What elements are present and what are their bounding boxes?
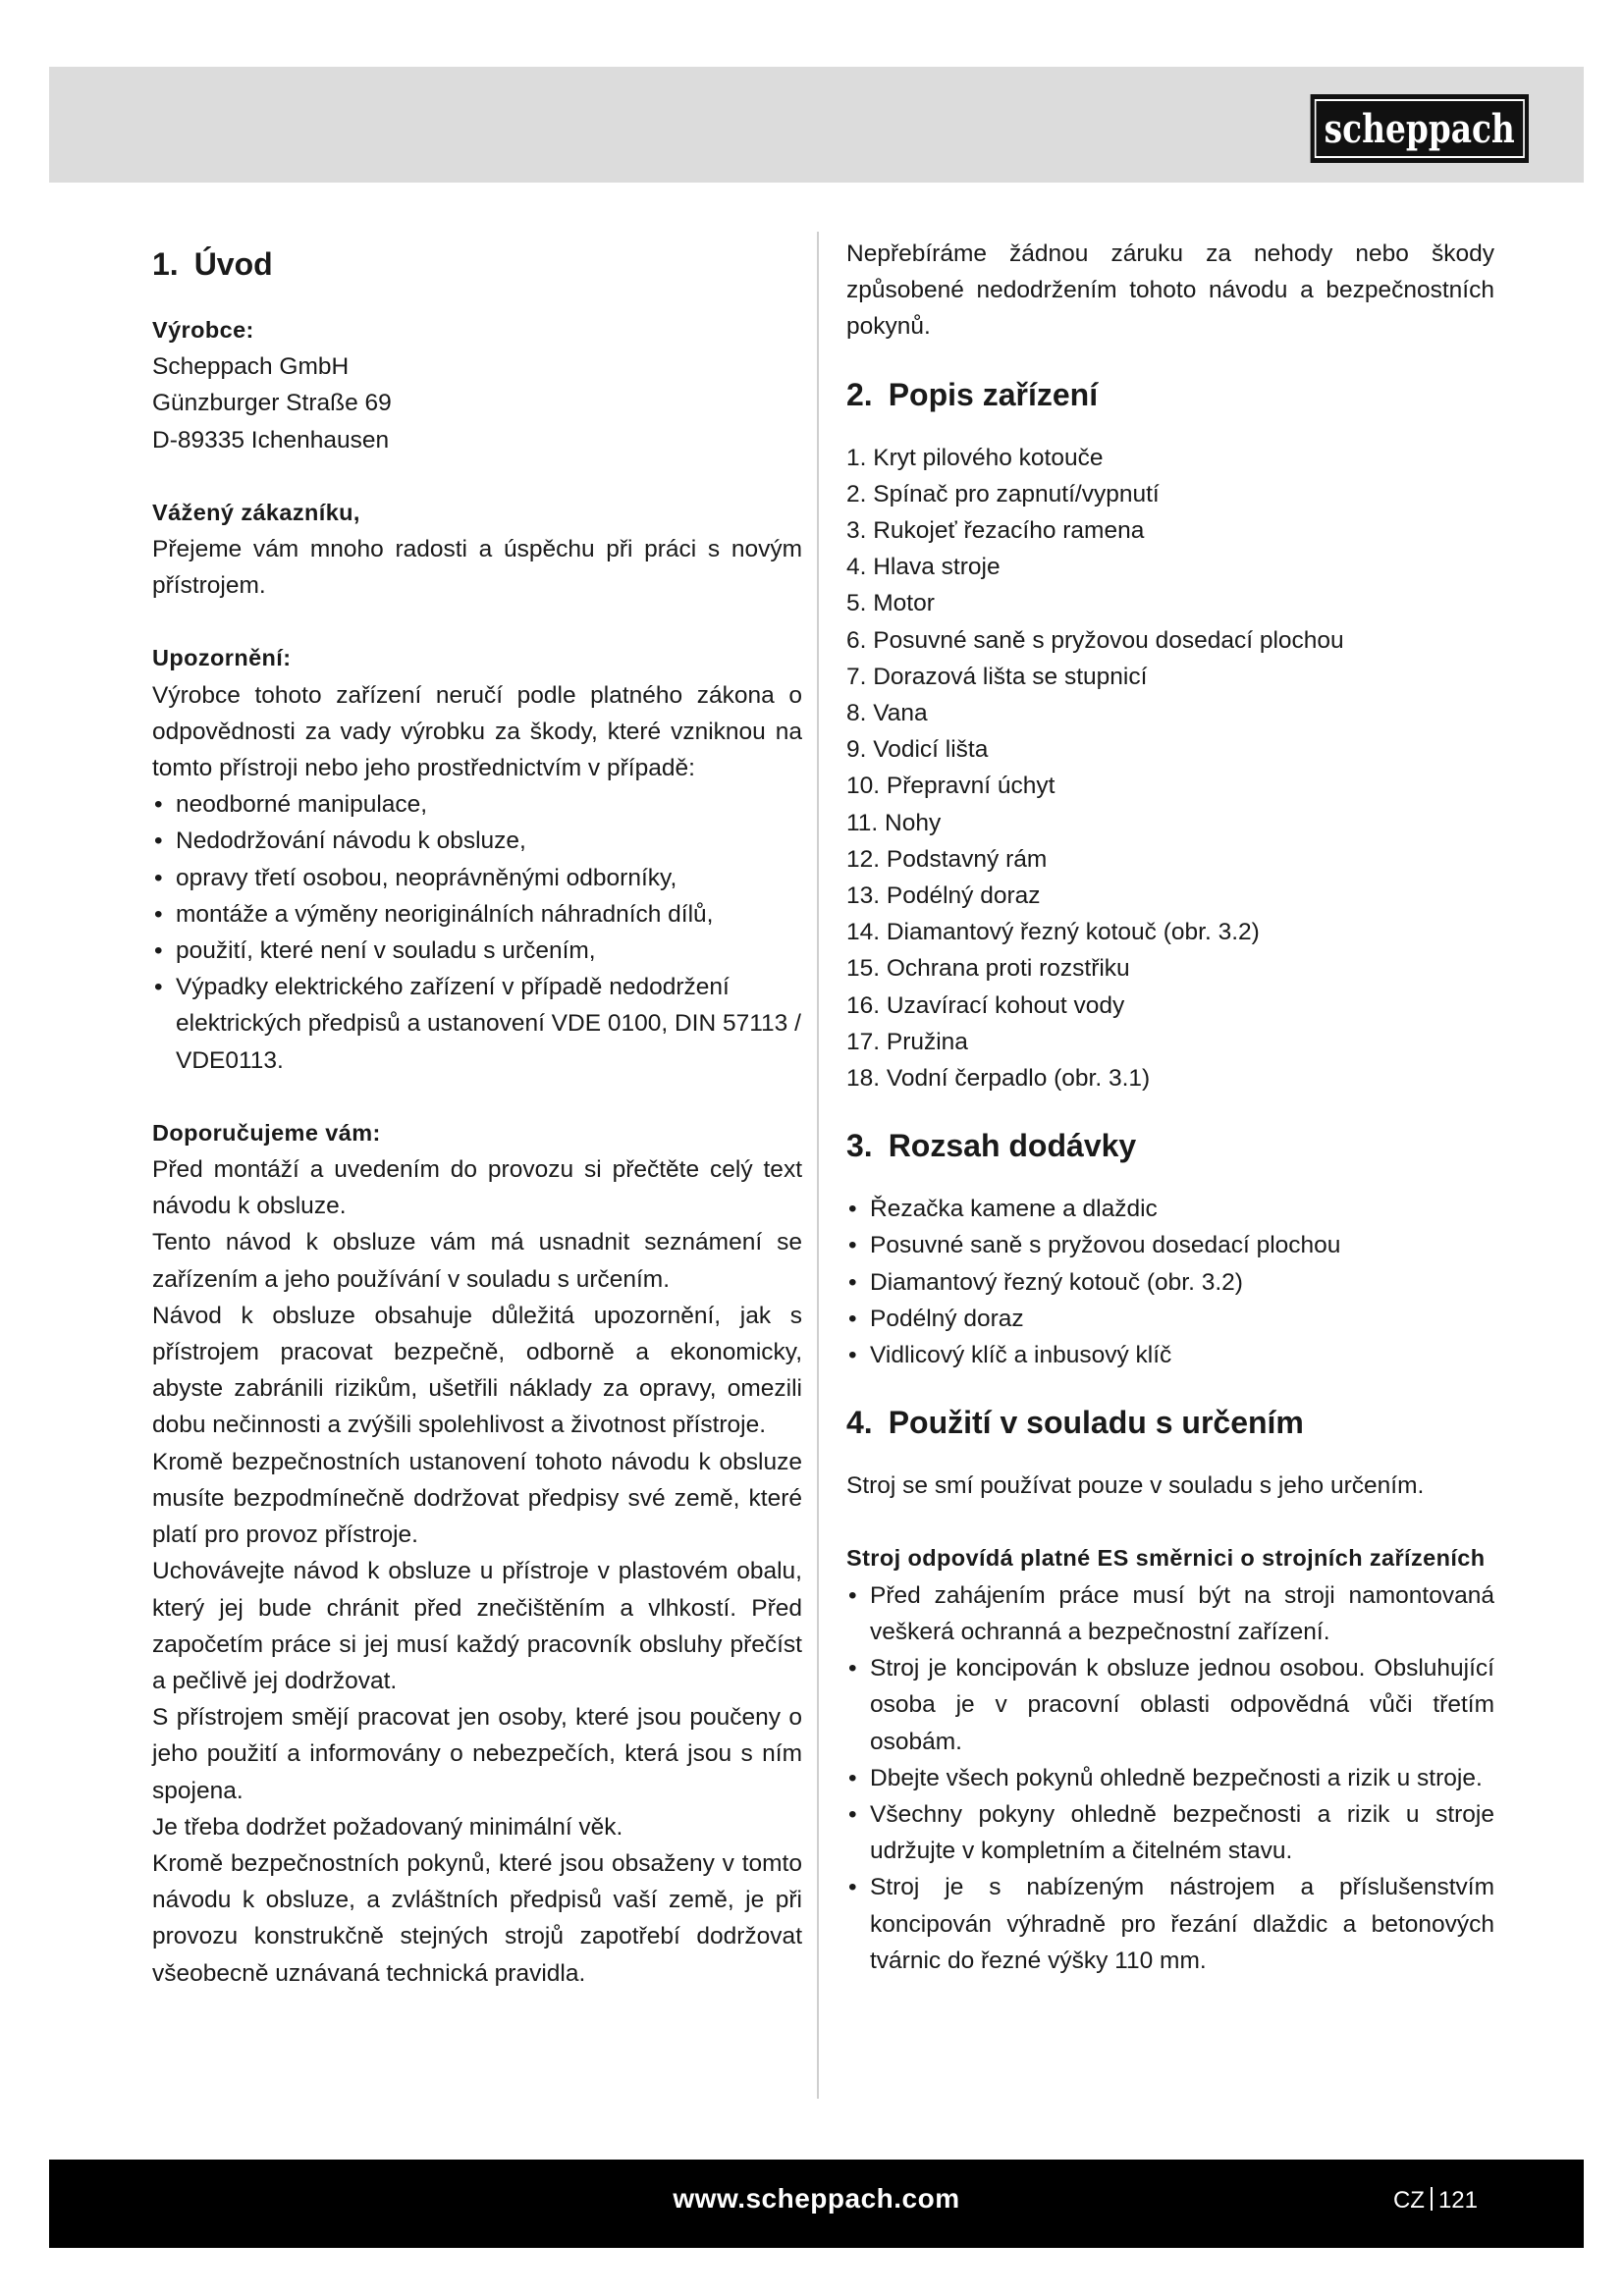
- list-item: 4. Hlava stroje: [846, 554, 1001, 581]
- recommend-paragraph: Kromě bezpečnostních ustanovení tohoto návodu k obsluze musíte bezpodmínečně dodržovat předpisy své země, které platí pro provoz přístroje.: [152, 1448, 802, 1549]
- recommend-paragraph: Uchovávejte návod k obsluze u přístroje v plastovém obalu, který jej bude chránit před znečištěním a vlhkostí. Před započetím práce si jej musí každý pracovník obsluhy přečíst a pečlivě jej dodržovat.: [152, 1558, 802, 1694]
- list-item: • Řezačka kamene a dlaždic: [846, 1191, 1494, 1227]
- manufacturer-street: Günzburger Straße 69: [152, 390, 392, 417]
- list-item: • Dbejte všech pokynů ohledně bezpečnosti a rizik u stroje.: [846, 1760, 1494, 1796]
- directive-label: Stroj odpovídá platné ES směrnici o strojních zařízeních: [846, 1545, 1486, 1572]
- section-3-heading: 3. Rozsah dodávky: [846, 1128, 1137, 1164]
- scheppach-logo: scheppach: [1311, 94, 1529, 163]
- recommend-paragraph: Návod k obsluze obsahuje důležitá upozornění, jak s přístrojem pracovat bezpečně, odborně a ekonomicky, abyste zabránili rizikům, ušetřili náklady za opravy, omezili dobu nečinnosti a zvýšili spolehlivost a životnost přístroje.: [152, 1302, 802, 1439]
- list-item: 18. Vodní čerpadlo (obr. 3.1): [846, 1065, 1151, 1093]
- list-item: 14. Diamantový řezný kotouč (obr. 3.2): [846, 919, 1260, 946]
- notice-list: [152, 786, 802, 1079]
- website-link[interactable]: www.scheppach.com: [673, 2183, 960, 2214]
- parts-list: [846, 440, 1494, 1097]
- list-item: • použití, které není v souladu s určením,: [152, 933, 802, 969]
- list-item: 7. Dorazová lišta se stupnicí: [846, 663, 1148, 690]
- list-item: • Posuvné saně s pryžovou dosedací plochou: [846, 1227, 1494, 1263]
- list-item: 10. Přepravní úchyt: [846, 773, 1056, 800]
- list-item: 13. Podélný doraz: [846, 882, 1041, 910]
- list-item: • Diamantový řezný kotouč (obr. 3.2): [846, 1264, 1494, 1301]
- customer-text: Přejeme vám mnoho radosti a úspěchu při práci s novým přístrojem.: [152, 536, 802, 600]
- recommend-paragraph: S přístrojem smějí pracovat jen osoby, které jsou poučeny o jeho použití a informovány o nebezpečích, která jsou s ním spojena.: [152, 1704, 802, 1804]
- section-1-heading: 1. Úvod: [152, 246, 273, 282]
- section-2-heading: 2. Popis zařízení: [846, 376, 1099, 412]
- list-item: 12. Podstavný rám: [846, 845, 1048, 873]
- recommend-paragraph: Tento návod k obsluze vám má usnadnit seznámení se zařízením a jeho používání v souladu s určením.: [152, 1229, 802, 1293]
- usage-text: Stroj se smí používat pouze v souladu s jeho určením.: [846, 1472, 1425, 1500]
- list-item: • neodborné manipulace,: [152, 786, 802, 823]
- list-item: • Podélný doraz: [846, 1301, 1494, 1337]
- recommend-label: Doporučujeme vám:: [152, 1119, 381, 1146]
- list-item: 17. Pružina: [846, 1028, 968, 1055]
- list-item: • opravy třetí osobou, neoprávněnými odborníky,: [152, 860, 802, 896]
- page-number-value: 121: [1437, 2187, 1478, 2214]
- page-number: [1393, 2187, 1478, 2215]
- list-item: • Stroj je koncipován k obsluze jednou osobou. Obsluhující osoba je v pracovní oblasti odpovědná vůči třetím osobám.: [846, 1650, 1494, 1760]
- manufacturer-city: D-89335 Ichenhausen: [152, 426, 390, 454]
- list-item: • Nedodržování návodu k obsluze,: [152, 823, 802, 859]
- list-item: 1. Kryt pilového kotouče: [846, 444, 1104, 471]
- customer-label: Vážený zákazníku,: [152, 499, 360, 525]
- list-item: 11. Nohy: [846, 809, 942, 836]
- recommend-paragraph: Kromě bezpečnostních pokynů, které jsou obsaženy v tomto návodu k obsluze, a zvláštních předpisů vaší země, je při provozu konstrukčně stejných strojů zapotřebí dodržovat všeobecně uznávaná technická pravidla.: [152, 1849, 802, 1987]
- intro-text: Nepřebíráme žádnou záruku za nehody nebo škody způsobené nedodržením tohoto návodu a bezpečnostních pokynů.: [846, 240, 1494, 341]
- usage-list: [846, 1577, 1494, 1979]
- list-item: 6. Posuvné saně s pryžovou dosedací plochou: [846, 626, 1344, 654]
- footer-bar: [49, 2160, 1584, 2248]
- list-item: 8. Vana: [846, 700, 928, 727]
- manufacturer-label: Výrobce:: [152, 317, 254, 343]
- list-item: 15. Ochrana proti rozstřiku: [846, 955, 1130, 983]
- list-item: 16. Uzavírací kohout vody: [846, 991, 1125, 1019]
- notice-label: Upozornění:: [152, 645, 292, 671]
- list-item: 3. Rukojeť řezacího ramena: [846, 517, 1145, 545]
- list-item: • Před zahájením práce musí být na stroji namontovaná veškerá ochranná a bezpečnostní zařízení.: [846, 1577, 1494, 1650]
- list-item: 5. Motor: [846, 590, 935, 617]
- header-band: [49, 67, 1584, 183]
- list-item: 9. Vodicí lišta: [846, 736, 989, 764]
- page-separator: [1431, 2187, 1433, 2211]
- list-item: • Vidlicový klíč a inbusový klíč: [846, 1337, 1494, 1373]
- recommend-paragraph: Je třeba dodržet požadovaný minimální věk.: [152, 1813, 623, 1841]
- language-code: CZ: [1392, 2187, 1425, 2214]
- column-divider: [817, 232, 819, 2099]
- list-item: • montáže a výměny neoriginálních náhradních dílů,: [152, 896, 802, 933]
- manufacturer-name: Scheppach GmbH: [152, 353, 350, 381]
- right-column: [846, 236, 1494, 1979]
- list-item: • Stroj je s nabízeným nástrojem a příslušenstvím koncipován výhradně pro řezání dlaždic a betonových tvárnic do řezné výšky 110 mm.: [846, 1869, 1494, 1979]
- list-item: • Všechny pokyny ohledně bezpečnosti a rizik u stroje udržujte v kompletním a čitelném stavu.: [846, 1796, 1494, 1869]
- left-column: [152, 236, 802, 1992]
- delivery-list: [846, 1191, 1494, 1373]
- list-item: • Výpadky elektrického zařízení v případě nedodržení elektrických předpisů a ustanovení VDE 0100, DIN 57113 / VDE0113.: [152, 969, 802, 1079]
- recommend-paragraph: Před montáží a uvedením do provozu si přečtěte celý text návodu k obsluze.: [152, 1156, 802, 1220]
- list-item: 2. Spínač pro zapnutí/vypnutí: [846, 480, 1160, 507]
- section-4-heading: 4. Použití v souladu s určením: [846, 1405, 1304, 1441]
- notice-text: Výrobce tohoto zařízení neručí podle platného zákona o odpovědnosti za vady výrobku za škody, které vzniknou na tomto přístroji nebo jeho prostřednictvím v případě:: [152, 681, 802, 782]
